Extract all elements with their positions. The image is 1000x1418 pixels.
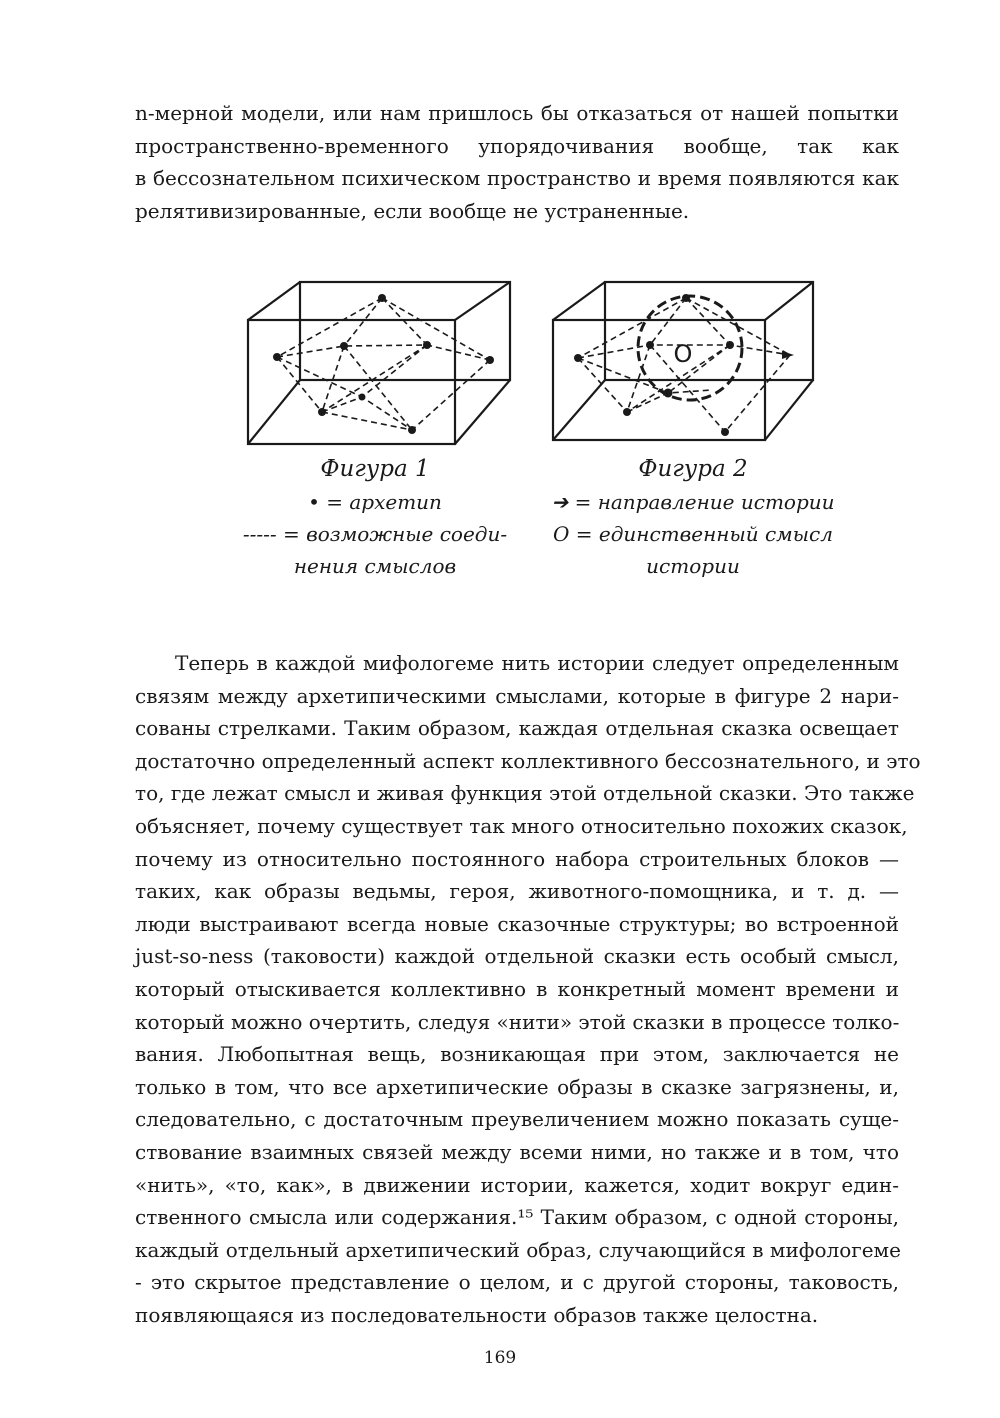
text-line: объясняет, почему существует так много относительно похожих сказок,	[135, 813, 908, 838]
text-line: который отыскивается коллективно в конкретный момент времени и	[135, 976, 899, 1001]
text-line: вания. Любопытная вещь, возникающая при этом, заключается не	[135, 1042, 899, 1067]
text-line: достаточно определенный аспект коллективного бессознательного, и это	[135, 748, 921, 773]
figure-1-legend-archetype: • = архетип	[308, 490, 442, 514]
figure-2-legend-meaning-cont: истории	[646, 554, 740, 578]
figure-2-title: Фигура 2	[638, 456, 748, 482]
text-line: сованы стрелками. Таким образом, каждая отдельная сказка освещает	[135, 716, 899, 741]
text-line: just-so-ness (таковости) каждой отдельной сказки есть особый смысл,	[135, 944, 899, 969]
figure-1-legend-connections: ----- = возможные соеди-	[242, 522, 508, 546]
text-line: релятивизированные, если вообще не устраненные.	[135, 198, 690, 223]
text-line: Теперь в каждой мифологеме нить истории следует определенным	[175, 651, 899, 675]
text-line: n-мерной модели, или нам пришлось бы отказаться от нашей попытки	[135, 101, 899, 125]
paragraph-2	[135, 647, 921, 1331]
text-line: появляющаяся из последовательности образов также целостна.	[135, 1302, 819, 1327]
text-line: пространственно-временного упорядочивания вообще, так как	[135, 133, 899, 158]
figure-1-caption	[242, 452, 508, 582]
text-line: ствование взаимных связей между всеми ними, но также и в том, что	[135, 1139, 899, 1164]
text-line: «нить», «то, как», в движении истории, кажется, ходит вокруг един-	[135, 1172, 899, 1197]
text-line: каждый отдельный архетипический образ, случающийся в мифологеме	[135, 1237, 901, 1262]
text-line: люди выстраивают всегда новые сказочные структуры; во встроенной	[135, 911, 899, 936]
text-line: который можно очертить, следуя «нити» этой сказки в процессе толко-	[135, 1009, 900, 1034]
figure-2-legend-meaning: О = единственный смысл	[553, 522, 833, 546]
text-line: только в том, что все архетипические образы в сказке загрязнены, и,	[135, 1074, 899, 1099]
text-line: в бессознательном психическом пространство и время появляются как	[135, 166, 899, 191]
page-number: 169	[483, 1348, 517, 1368]
figures-diagram	[0, 0, 1000, 460]
text-line: связям между архетипическими смыслами, которые в фигуре 2 нари-	[135, 683, 899, 708]
text-line: следовательно, с достаточным преувеличением можно показать суще-	[135, 1107, 899, 1132]
figure-1-box	[248, 282, 510, 444]
figure-1-title: Фигура 1	[320, 456, 430, 482]
text-line: - это скрытое представление о целом, и с другой стороны, таковость,	[135, 1270, 899, 1295]
figure-1-legend-connections-cont: нения смыслов	[293, 554, 457, 578]
text-line: таких, как образы ведьмы, героя, животного-помощника, и т. д. —	[135, 879, 899, 904]
text-line: почему из относительно постоянного набора строительных блоков —	[135, 846, 899, 871]
text-line: ственного смысла или содержания.¹⁵ Таким образом, с одной стороны,	[135, 1205, 899, 1230]
figure-2-legend-direction: ➔ = направление истории	[551, 490, 835, 514]
text-line: то, где лежат смысл и живая функция этой отдельной сказки. Это также	[135, 781, 915, 806]
figure-2-caption	[543, 452, 843, 582]
figure-2-center-mark: O	[673, 340, 693, 368]
